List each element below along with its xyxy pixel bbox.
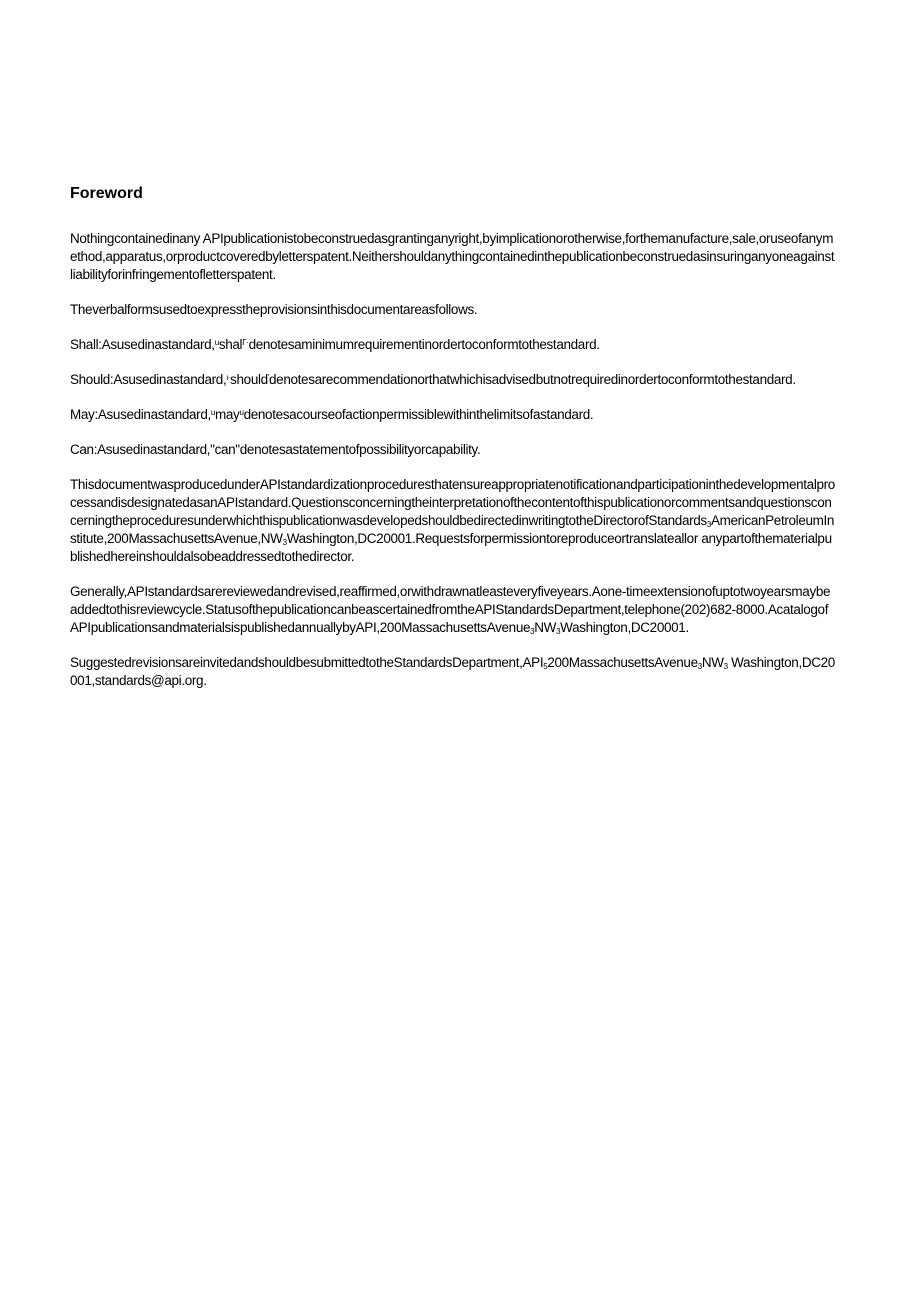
revisions-text-d: Washington,DC20001,standards@api.org.	[70, 655, 835, 688]
may-term: may	[215, 407, 240, 422]
procedures-text-c: Washington,DC20001.Requestsforpermissiontoreproduceortranslateallor anypartofthematerialpublishedhereinshouldalsobeaddressedtothedirector.	[70, 531, 832, 564]
shall-text-c: denotesaminimumrequirementinordertoconformtothestandard.	[248, 337, 600, 352]
should-term: should	[230, 372, 268, 387]
revisions-text-c: NW	[701, 655, 724, 670]
procedures-sub-2: 3	[282, 538, 287, 547]
should-definition-paragraph	[70, 371, 836, 389]
review-text-c: Washington,DC20001.	[560, 620, 689, 635]
procedures-sub-1: 3	[706, 520, 711, 529]
may-definition-paragraph	[70, 406, 836, 424]
may-text-c: denotesacourseofactionpermissiblewithinthelimitsofastandard.	[243, 407, 594, 422]
can-definition-paragraph: Can:Asusedinastandard,"can"denotesastatementofpossibilityorcapability.	[70, 442, 481, 457]
should-open-quote: ι·	[226, 373, 231, 382]
revisions-sub-2: 3	[697, 662, 702, 671]
may-close-quote: u	[239, 408, 244, 417]
shall-text-a: Shall:Asusedinastandard,	[70, 337, 215, 352]
revisions-sub-3: 3	[723, 662, 728, 671]
should-close-quote: '	[267, 373, 269, 382]
review-sub-2: 3	[556, 627, 561, 636]
verbal-forms-intro-paragraph: Theverbalformsusedtoexpresstheprovisionsinthisdocumentareasfollows.	[70, 302, 478, 317]
procedures-text-b: AmericanPetroleumInstitute,200MassachusettsAvenue,NW	[70, 513, 835, 546]
review-sub-1: 3	[530, 627, 535, 636]
revisions-text-b: 200MassachusettsAvenue	[547, 655, 698, 670]
revisions-text-a: SuggestedrevisionsareinvitedandshouldbesubmittedtotheStandardsDepartment,API	[70, 655, 544, 670]
shall-term: shal	[218, 337, 243, 352]
review-text-a: Generally,APIstandardsarereviewedandrevised,reaffirmed,orwithdrawnatleasteveryfiveyears.Aone-timeextensionofuptotwoyearsmaybeaddedtothisreviewcycle.StatusofthepublicationcanbeascertainedfromtheAPIStandardsDepartment,telephone(202)682-8000.AcatalogofAPIpublicationsandmaterialsispublishedannuallybyAPI,200MassachusettsAvenue	[70, 584, 831, 635]
procedures-text-a: ThisdocumentwasproducedunderAPIstandardizationproceduresthatensureappropriatenotificationandparticipationinthedevelopmentalprocessandisdesignatedasanAPIstandard.QuestionsconcerningtheinterpretationofthecontentofthispublicationorcommentsandquestionsconcerningtheproceduresunderwhichthispublicationwasdevelopedshouldbedirectedinwritingtotheDirectorofStandards	[70, 477, 835, 528]
suggested-revisions-paragraph	[70, 654, 836, 690]
revisions-sub-1: 5	[543, 662, 548, 671]
document-page	[70, 183, 836, 707]
review-cycle-paragraph	[70, 583, 836, 637]
foreword-heading: Foreword	[70, 185, 143, 202]
review-text-b: NW	[534, 620, 557, 635]
may-text-a: May:Asusedinastandard,	[70, 407, 211, 422]
should-text-c: denotesarecommendationorthatwhichisadvisedbutnotrequiredinordertoconformtothestandard.	[269, 372, 796, 387]
shall-close-quote: Γ·	[242, 338, 249, 347]
should-text-a: Should:Asusedinastandard,	[70, 372, 227, 387]
patent-disclaimer-paragraph: Nothingcontainedinany APIpublicationistobeconstruedasgrantinganyright,byimplicationorotherwise,forthemanufacture,sale,oruseofanymethod,apparatus,orproductcoveredbyletterspatent.Neithershouldanythingcontainedinthepublicationbeconstruedasinsuringanyoneagainstliabilityforinfringementofletterspatent.	[70, 231, 835, 282]
may-open-quote: u	[210, 408, 215, 417]
procedures-paragraph	[70, 476, 836, 566]
shall-open-quote: u	[214, 338, 219, 347]
shall-definition-paragraph	[70, 336, 836, 354]
